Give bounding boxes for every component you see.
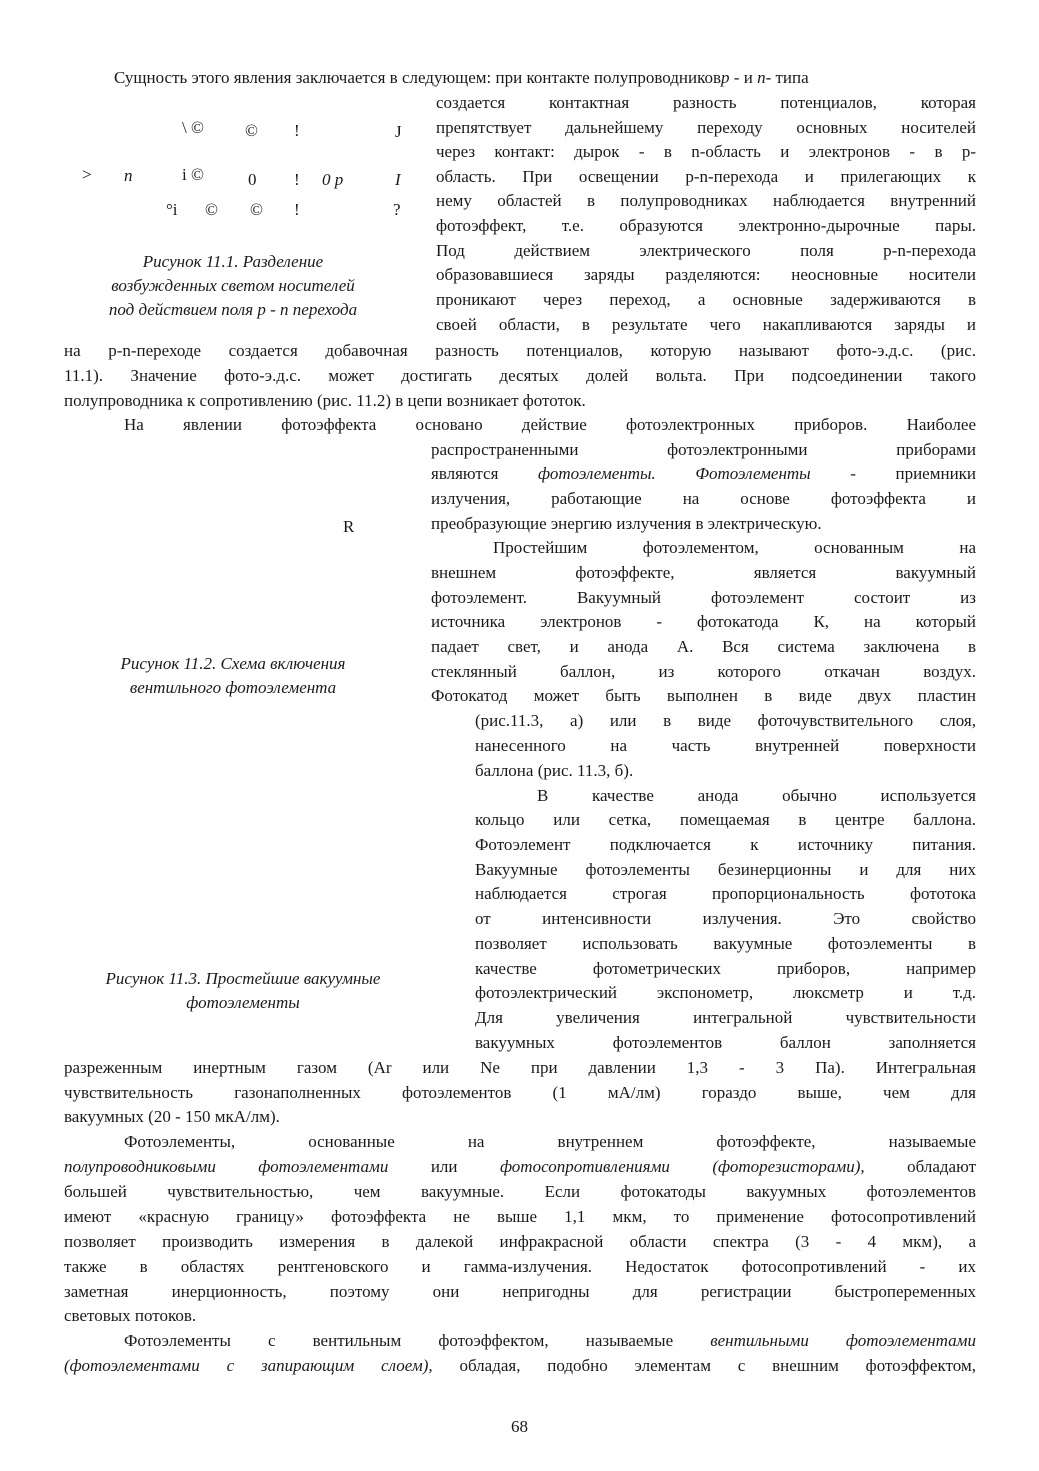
text-line: (фотоэлементами с запирающим слоем), обладая, подобно элементам с внешним фотоэффектом, xyxy=(64,1356,976,1375)
fig2-resistor-label: R xyxy=(343,517,355,536)
text-line: Фотоэлемент подключается к источнику питания. xyxy=(475,835,976,854)
text-line: заметная инерционность, поэтому они непригодны для регистрации быстропеременных xyxy=(64,1282,976,1301)
text-line: область. При освещении р-n-перехода и прилегающих к xyxy=(436,167,976,186)
text-line: нанесенного на часть внутренней поверхности xyxy=(475,736,976,755)
text-line: позволяет использовать вакуумные фотоэлементы в xyxy=(475,934,976,953)
text-line: В качестве анода обычно используется xyxy=(537,786,976,805)
text-line: Для увеличения интегральной чувствительности xyxy=(475,1008,976,1027)
fig1-symbol: J xyxy=(395,122,402,141)
text-line: вакуумных фотоэлементов баллон заполняется xyxy=(475,1033,976,1052)
fig1-symbol: ? xyxy=(393,200,401,219)
text-line: излучения, работающие на основе фотоэффекта и xyxy=(431,489,976,508)
text-line: полупроводниковыми фотоэлементами или фотосопротивлениями (фоторезисторами), обладают xyxy=(64,1157,976,1176)
fig1-symbol: ! xyxy=(294,200,300,219)
text-line: через контакт: дырок - в n-область и электронов - в р- xyxy=(436,142,976,161)
text-line: фотоэлектрический экспонометр, люксметр и т.д. xyxy=(475,983,976,1002)
text-line: Фотоэлементы с вентильным фотоэффектом, называемые вентильными фотоэлементами xyxy=(124,1331,977,1350)
figure-11-3-caption: Рисунок 11.3. Простейшие вакуумные фотоэлементы xyxy=(105,969,381,1012)
text-line: фотоэффект, т.е. образуются электронно-дырочные пары. xyxy=(436,216,976,235)
text-line: большей чувствительностью, чем вакуумные. Если фотокатоды вакуумных фотоэлементов xyxy=(64,1182,976,1201)
fig1-symbol: © xyxy=(205,200,218,219)
text-line: Под действием электрического поля р-n-перехода xyxy=(436,241,976,260)
text-line: баллона (рис. 11.3, б). xyxy=(475,761,634,780)
text-line: разреженным инертным газом (Ar или Ne при давлении 1,3 - 3 Па). Интегральная xyxy=(64,1058,976,1077)
fig1-symbol: ! xyxy=(294,121,300,140)
fig1-symbol: \ © xyxy=(182,118,204,137)
fig1-symbol: ! xyxy=(294,170,300,189)
text-line: своей области, в результате чего накапливаются заряды и xyxy=(436,315,976,334)
text-line: световых потоков. xyxy=(64,1306,197,1325)
text-line: качестве фотометрических приборов, например xyxy=(475,959,976,978)
fig1-symbol: 0 p xyxy=(322,170,344,189)
text-line: падает свет, и анода А. Вся система заключена в xyxy=(431,637,976,656)
text-line: Простейшим фотоэлементом, основанным на xyxy=(493,538,976,557)
text-line: внешнем фотоэффекте, является вакуумный xyxy=(431,563,976,582)
fig1-symbol: i © xyxy=(182,165,204,184)
text-line: 11.1). Значение фото-э.д.с. может достигать десятых долей вольта. При подсоединении такого xyxy=(64,366,976,385)
text-line: стеклянный баллон, из которого откачан воздух. xyxy=(431,662,976,681)
text-line: имеют «красную границу» фотоэффекта не выше 1,1 мкм, то применение фотосопротивлений xyxy=(64,1207,976,1226)
text-line: источника электронов - фотокатода К, на который xyxy=(431,612,976,631)
figure-11-1-caption: Рисунок 11.1. Разделение возбужденных светом носителей под действием поля p - n перехода xyxy=(108,252,358,319)
text-line: Фотоэлементы, основанные на внутреннем фотоэффекте, называемые xyxy=(124,1132,976,1151)
text-line: препятствует дальнейшему переходу основных носителей xyxy=(436,118,976,137)
text-line: На явлении фотоэффекта основано действие фотоэлектронных приборов. Наиболее xyxy=(124,415,976,434)
text-line: наблюдается строгая пропорциональность фототока xyxy=(475,884,976,903)
fig1-symbol: n xyxy=(124,166,133,185)
text-line: проникают через переход, а основные задерживаются в xyxy=(436,290,976,309)
text-line: кольцо или сетка, помещаемая в центре баллона. xyxy=(475,810,976,829)
text-line: образовавшиеся заряды разделяются: неосновные носители xyxy=(436,265,976,284)
fig1-symbol: I xyxy=(395,170,401,189)
text-line: на р-n-переходе создается добавочная разность потенциалов, которую называют фото-э.д.с. (рис. xyxy=(64,341,976,360)
text-line: Фотокатод может быть выполнен в виде двух пластин xyxy=(431,686,976,705)
fig1-symbol: °i xyxy=(166,200,178,219)
text-line: нему областей в полупроводниках наблюдается внутренний xyxy=(436,191,976,210)
text-line: вакуумных (20 - 150 мкА/лм). xyxy=(64,1107,280,1126)
text-line: распространенными фотоэлектронными приборами xyxy=(431,440,976,459)
text-line: также в областях рентгеновского и гамма-излучения. Недостаток фотосопротивлений - их xyxy=(64,1257,976,1276)
text-line: позволяет производить измерения в далекой инфракрасной области спектра (3 - 4 мкм), а xyxy=(64,1232,976,1251)
fig1-symbol: © xyxy=(250,200,263,219)
fig1-symbol: © xyxy=(245,121,258,140)
text-line: создается контактная разность потенциалов, которая xyxy=(436,93,976,112)
text-line: преобразующие энергию излучения в электрическую. xyxy=(431,514,822,533)
text-line: фотоэлемент. Вакуумный фотоэлемент состоит из xyxy=(431,588,976,607)
text-line: от интенсивности излучения. Это свойство xyxy=(475,909,976,928)
text-line: являются фотоэлементы. Фотоэлементы - приемники xyxy=(431,464,977,483)
fig1-symbol: 0 xyxy=(248,170,257,189)
text-line: полупроводника к сопротивлению (рис. 11.2) в цепи возникает фототок. xyxy=(64,391,586,410)
fig1-symbol: > xyxy=(82,165,92,184)
text-line: Сущность этого явления заключается в следующем: при контакте полупроводниковр - и n- типа xyxy=(114,68,809,87)
text-line: Вакуумные фотоэлементы безинерционны и для них xyxy=(475,860,976,879)
text-line: чувствительность газонаполненных фотоэлементов (1 мА/лм) гораздо выше, чем для xyxy=(64,1083,976,1102)
text-line: (рис.11.3, а) или в виде фоточувствительного слоя, xyxy=(475,711,976,730)
page-number: 68 xyxy=(511,1417,528,1436)
figure-11-2-caption: Рисунок 11.2. Схема включения вентильного фотоэлемента xyxy=(120,654,346,697)
